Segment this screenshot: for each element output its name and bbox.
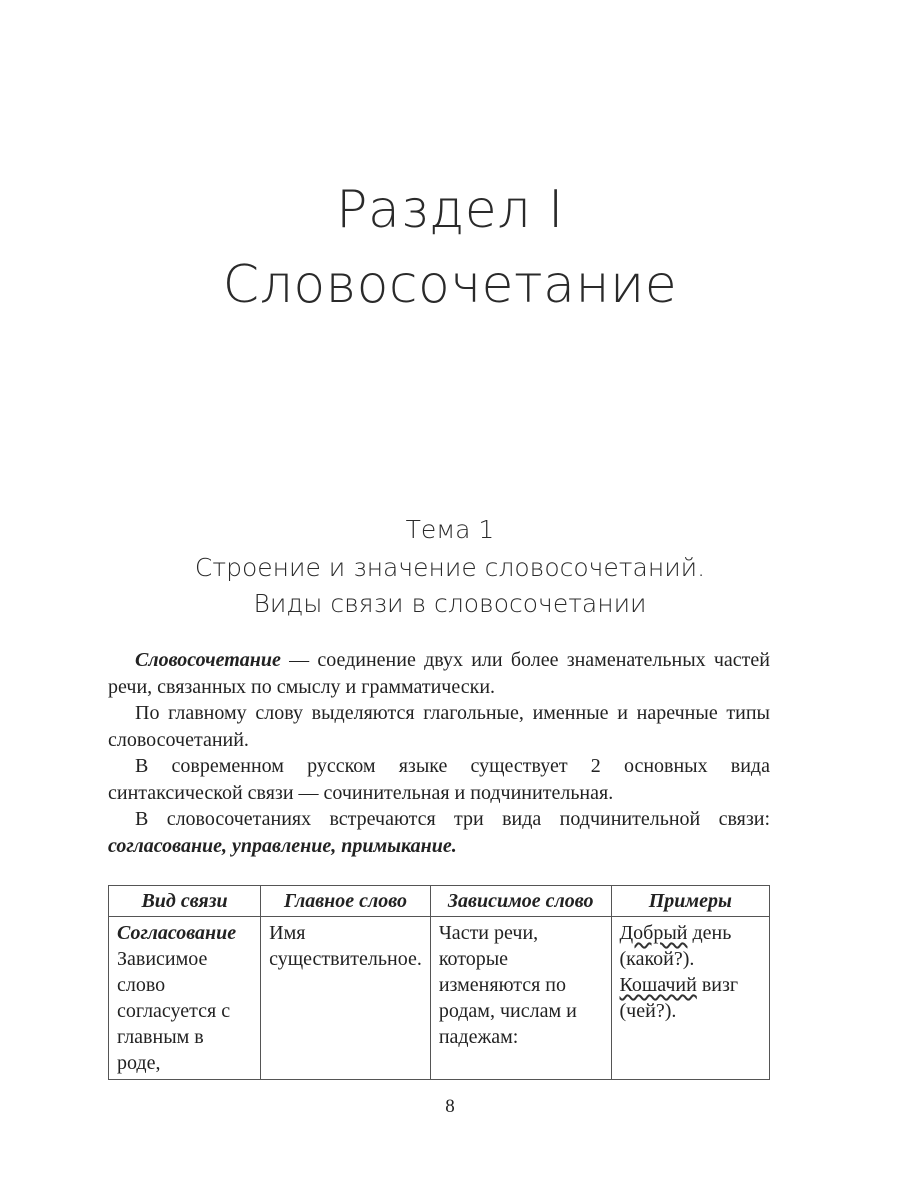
- terms: согласование, управление, примыкание.: [108, 834, 457, 857]
- example-noun: день: [687, 922, 732, 944]
- topic-label: Тема 1: [405, 515, 495, 544]
- cell-dependent-word: Части речи, которые изменяются по родам, числам и падежам:: [430, 917, 611, 1080]
- cell-main-word: Имя существительное.: [261, 917, 431, 1080]
- cell-examples: [611, 917, 769, 1080]
- column-header: Зависимое слово: [430, 886, 611, 917]
- example-adjective: Добрый: [619, 922, 688, 944]
- paragraph-definition: [108, 647, 770, 700]
- table-header-row: [109, 886, 770, 917]
- column-header: Вид связи: [109, 886, 261, 917]
- body-text: [108, 647, 770, 859]
- type-description: Зависимое слово согласуется с главным в роде,: [117, 948, 231, 1074]
- example-noun: визг: [696, 974, 739, 996]
- section-subtitle: Словосочетание: [222, 255, 678, 315]
- connection-types-table: [108, 885, 770, 1080]
- topic-title-line1: Строение и значение словосочетаний.: [194, 553, 706, 582]
- cell-type: [109, 917, 261, 1080]
- paragraph: По главному слову выделяются глагольные, именные и наречные типы словосочетаний.: [108, 702, 770, 751]
- section-title: Раздел I: [336, 180, 564, 240]
- column-header: Главное слово: [261, 886, 431, 917]
- term: Словосочетание: [135, 649, 281, 671]
- example-question: (какой?).: [619, 948, 695, 970]
- column-header: Примеры: [611, 886, 769, 917]
- table-row: [109, 917, 770, 1080]
- paragraph: [108, 806, 770, 859]
- topic-title-line2: Виды связи в словосочетании: [253, 589, 647, 618]
- example-adjective: Кошачий: [619, 974, 697, 996]
- page-number: 8: [445, 1096, 455, 1117]
- paragraph-text: В словосочетаниях встречаются три вида подчинительной связи:: [135, 808, 770, 830]
- example-question: (чей?).: [619, 1000, 677, 1022]
- paragraph: В современном русском языке существует 2 основных вида синтаксической связи — сочинительная и подчинительная.: [108, 755, 770, 804]
- type-name: Согласование: [117, 922, 237, 944]
- paragraph-text: — соединение двух или более знаменательных частей речи, связанных по смыслу и грамматически.: [108, 649, 770, 698]
